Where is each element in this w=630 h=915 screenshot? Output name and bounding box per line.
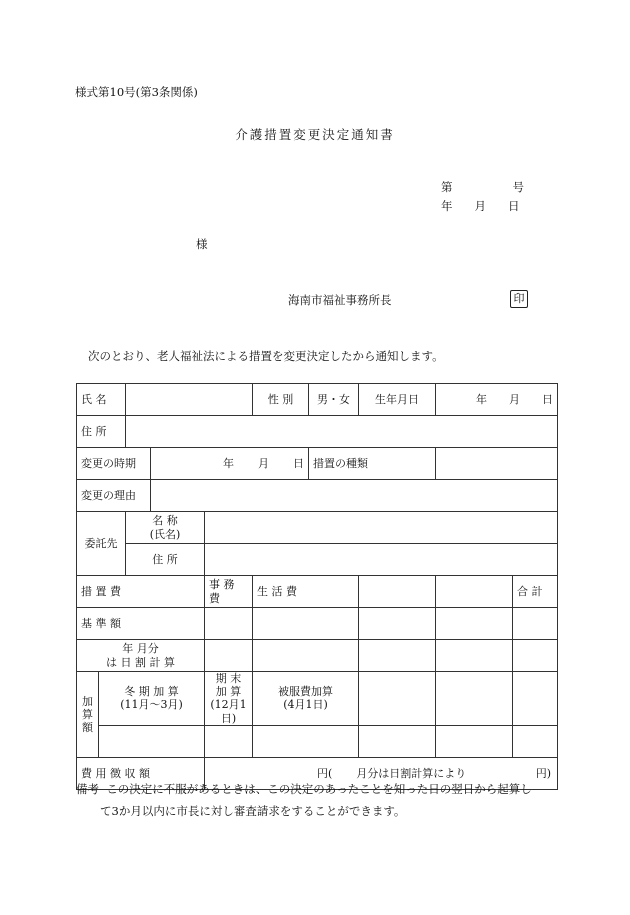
term-end-label: 期 末 加 算 <box>215 672 242 699</box>
row-standard <box>77 608 558 640</box>
fee-note: 月分は日割計算により <box>356 766 467 780</box>
row-daily-calc <box>77 640 558 672</box>
blank-cell <box>436 725 513 757</box>
clothing-value <box>253 725 359 757</box>
birth-month: 月 <box>509 392 520 406</box>
row-addition-header <box>77 672 558 726</box>
date-month: 月 <box>474 199 486 213</box>
clothing-addition-label <box>253 672 359 726</box>
contractor-name-sub: (氏名) <box>149 527 181 541</box>
remarks-line-1: この決定に不服があるときは、この決定のあったことを知った日の翌日から起算し <box>106 782 532 796</box>
row-name <box>77 384 558 416</box>
addressee-honorific: 様 <box>196 237 208 251</box>
date-day: 日 <box>508 199 520 213</box>
sex-label: 性 別 <box>253 384 309 416</box>
row-cost-header <box>77 576 558 608</box>
change-time-label: 変更の時期 <box>77 448 151 480</box>
winter-period: (11月〜3月) <box>120 698 183 712</box>
daily-proration-label: は 日 割 計 算 <box>106 655 175 669</box>
daily-total <box>513 640 558 672</box>
blank-cell <box>359 640 436 672</box>
term-end-date: (12月1日) <box>210 698 247 725</box>
total-label: 合 計 <box>513 576 558 608</box>
blank-cell <box>436 576 513 608</box>
row-address <box>77 416 558 448</box>
fee-close: 円) <box>535 766 551 780</box>
change-month: 月 <box>258 456 269 470</box>
change-reason-label: 変更の理由 <box>77 480 151 512</box>
office-cost-label: 事 務 費 <box>205 576 253 608</box>
standard-office <box>205 608 253 640</box>
blank-cell <box>436 608 513 640</box>
remarks-line-2: て3か月以内に市長に対し審査請求をすることができます。 <box>100 804 406 818</box>
contractor-label: 委託先 <box>77 512 126 576</box>
term-end-addition-label <box>205 672 253 726</box>
birth-year: 年 <box>476 392 487 406</box>
change-time-value <box>151 448 309 480</box>
address-label: 住 所 <box>77 416 126 448</box>
winter-addition-label <box>99 672 205 726</box>
blank-cell <box>513 672 558 726</box>
change-day: 日 <box>293 456 304 470</box>
birth-label: 生年月日 <box>359 384 436 416</box>
form-number: 様式第10号(第3条関係) <box>75 85 198 99</box>
document-date-line <box>441 198 520 214</box>
standard-label: 基 準 額 <box>77 608 205 640</box>
sex-options: 男・女 <box>309 384 359 416</box>
measure-cost-label: 措 置 費 <box>77 576 205 608</box>
remarks <box>76 778 561 822</box>
birth-day: 日 <box>542 392 553 406</box>
name-value <box>126 384 253 416</box>
blank-cell <box>436 640 513 672</box>
birth-date-value <box>436 384 558 416</box>
month-portion-label: 年 月分 <box>122 642 159 656</box>
issuer-name: 海南市福祉事務所長 <box>288 293 392 307</box>
date-year: 年 <box>441 199 453 213</box>
number-prefix: 第 <box>441 180 453 194</box>
row-contractor-name <box>77 512 558 544</box>
measure-type-label: 措置の種類 <box>309 448 436 480</box>
intro-text: 次のとおり、老人福祉法による措置を変更決定したから通知します。 <box>88 349 444 363</box>
number-suffix: 号 <box>512 180 524 194</box>
blank-cell <box>359 608 436 640</box>
blank-cell <box>359 672 436 726</box>
contractor-address-value <box>205 544 558 576</box>
contractor-address-label: 住 所 <box>126 544 205 576</box>
contractor-name-value <box>205 512 558 544</box>
row-addition-values <box>77 725 558 757</box>
clothing-date: (4月1日) <box>283 698 328 712</box>
contractor-name-label <box>126 512 205 544</box>
daily-calc-label <box>77 640 205 672</box>
living-cost-label: 生 活 費 <box>253 576 359 608</box>
fee-yen: 円( <box>317 766 333 780</box>
change-year: 年 <box>223 456 234 470</box>
winter-label: 冬 期 加 算 <box>124 685 179 699</box>
blank-cell <box>436 672 513 726</box>
blank-cell <box>359 576 436 608</box>
seal-mark: 印 <box>510 290 528 308</box>
winter-value <box>99 725 205 757</box>
daily-office <box>205 640 253 672</box>
notice-table <box>76 383 558 790</box>
name-label: 氏 名 <box>77 384 126 416</box>
remarks-label: 備考 <box>76 782 99 796</box>
contractor-name-title: 名 称 <box>152 514 178 528</box>
standard-living <box>253 608 359 640</box>
addition-label: 加算額 <box>77 672 99 758</box>
document-title: 介護措置変更決定通知書 <box>235 127 395 142</box>
document-number-line <box>441 179 524 195</box>
addition-total <box>513 725 558 757</box>
standard-total <box>513 608 558 640</box>
row-change-reason <box>77 480 558 512</box>
row-change-time <box>77 448 558 480</box>
clothing-label: 被服費加算 <box>278 685 333 699</box>
fee-label: 費 用 徴 収 額 <box>77 757 205 789</box>
address-value <box>126 416 558 448</box>
change-reason-value <box>151 480 558 512</box>
blank-cell <box>359 725 436 757</box>
row-contractor-address <box>77 544 558 576</box>
term-end-value <box>205 725 253 757</box>
daily-living <box>253 640 359 672</box>
measure-type-value <box>436 448 558 480</box>
